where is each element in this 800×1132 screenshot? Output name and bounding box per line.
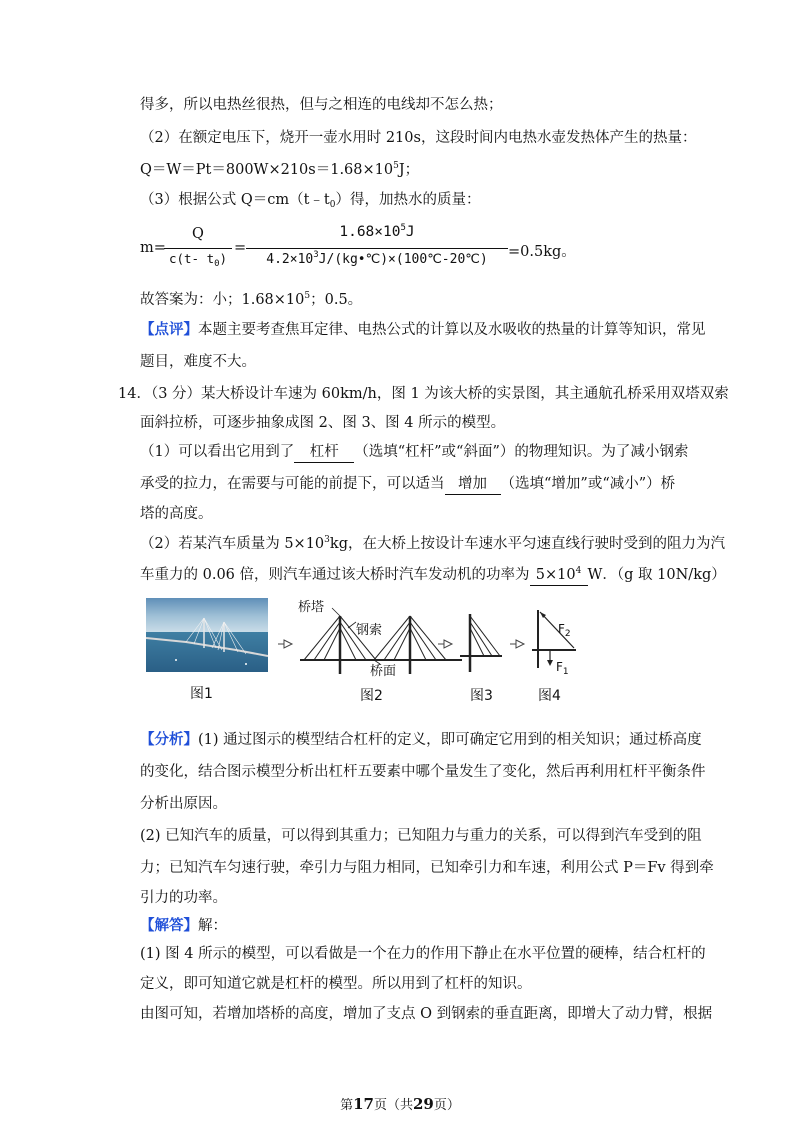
arrow-icon: [516, 640, 524, 648]
paragraph-line: [140, 565, 726, 586]
text: J/(kg•℃)×(100℃-20℃): [318, 252, 488, 267]
paragraph-line: [140, 534, 725, 554]
paragraph-line: [140, 290, 362, 310]
force-f2-label: [558, 622, 571, 639]
figure-4-force-diagram: [510, 604, 590, 680]
analysis-tag: 【分析】: [140, 731, 198, 748]
page-number: 17: [353, 1095, 374, 1113]
text: （选填“杠杆”或“斜面”）的物理知识。为了减小钢索: [354, 444, 689, 460]
fraction-1-denominator: [164, 251, 232, 269]
exponent: 3: [324, 535, 330, 545]
fraction-bar: [164, 248, 232, 249]
text: W．（g 取 10N/kg）: [587, 567, 726, 583]
paragraph-line: [140, 762, 706, 782]
text: Q＝W＝Pt＝800W×210s＝1.68×10: [140, 162, 394, 178]
text: 承受的拉力，在需要与可能的前提下，可以适当: [140, 476, 445, 492]
answer-tag: 【解答】: [140, 917, 198, 934]
text: 题目，难度不大。: [140, 354, 256, 370]
text: （1）可以看出它用到了: [140, 444, 295, 460]
paragraph-line: [140, 826, 702, 846]
subscript: 1: [562, 667, 569, 677]
paragraph-line: [140, 794, 227, 814]
force-f1-label: [556, 660, 569, 677]
paragraph-line: [140, 442, 688, 463]
text: 1.68×10: [339, 224, 401, 240]
text: 页）: [433, 1098, 460, 1113]
text: （3）根据公式 Q＝cm（t﹣t: [140, 192, 330, 208]
subscript: 2: [564, 629, 571, 639]
text: ): [219, 251, 228, 266]
text: 面斜拉桥，可逐步抽象成图 2、图 3、图 4 所示的模型。: [140, 415, 506, 431]
text: 14．（3 分）某大桥设计车速为 60km/h，图 1 为该大桥的实景图，其主通航孔桥采用双塔双索: [118, 386, 729, 402]
fraction-2-denominator: [244, 252, 510, 267]
text: 5×10: [535, 567, 576, 583]
paragraph-line: [140, 888, 227, 908]
question-heading: [118, 384, 729, 404]
paragraph-line: [140, 974, 532, 994]
equals-sign: =: [234, 240, 247, 256]
comment-tag: 【点评】: [140, 321, 198, 338]
paragraph-line: [140, 190, 480, 210]
text: F: [558, 622, 565, 636]
text: 引力的功率。: [140, 890, 227, 906]
formula-result: =0.5kg。: [508, 244, 576, 260]
paragraph-line: [140, 474, 675, 495]
cables: [470, 616, 500, 656]
deck-label: 桥面: [370, 664, 397, 679]
text: （选填“增加”或“减小”）桥: [500, 476, 676, 492]
text: c(t- t: [168, 251, 215, 266]
arrow-icon: [284, 640, 292, 648]
text: (1) 通过图示的模型结合杠杆的定义，即可确定它用到的相关知识；通过桥高度: [198, 732, 702, 748]
subscript: 0: [329, 200, 336, 210]
paragraph-line: [140, 160, 419, 180]
text: 解：: [198, 918, 227, 934]
text: （2）若某汽车质量为 5×10: [140, 536, 325, 552]
paragraph-line: [140, 944, 706, 964]
text: （2）在额定电压下，烧开一壶水用时 210s，这段时间内电热水壶发热体产生的热量：: [140, 130, 697, 146]
label-leader: [348, 622, 356, 628]
answer-blank: 增加: [445, 474, 501, 495]
paragraph-line: [140, 413, 505, 433]
answer-blank: [530, 565, 588, 586]
paragraph-line: [140, 916, 227, 936]
text: 4.2×10: [266, 252, 314, 267]
text: 故答案为：小；1.68×10: [140, 292, 305, 308]
fraction-2-numerator: [246, 224, 508, 240]
text: ；0.5。: [310, 292, 363, 308]
text: 车重力的 0.06 倍，则汽车通过该大桥时汽车发动机的功率为: [140, 567, 530, 583]
paragraph-line: [140, 858, 714, 878]
text: 由图可知，若增加塔桥的高度，增加了支点 O 到钢索的垂直距离，即增大了动力臂，根据: [140, 1006, 713, 1022]
text: 塔的高度。: [140, 506, 213, 522]
paragraph-line: [140, 352, 256, 372]
paragraph-line: [140, 1004, 712, 1024]
text: 页（共: [373, 1098, 413, 1113]
text: ）得，加热水的质量：: [335, 192, 481, 208]
figure-2-caption: 图2: [360, 688, 383, 704]
answer-blank: 杠杆: [294, 442, 354, 463]
text: 力；已知汽车匀速行驶，牵引力与阻力相同，已知牵引力和车速，利用公式 P＝Fv 得到牵: [140, 860, 714, 876]
arrow-icon: [547, 660, 553, 666]
text: Q: [192, 226, 204, 242]
exponent: 5: [400, 223, 406, 233]
figure-1-bridge-photo: [146, 598, 268, 672]
text: 第: [340, 1098, 354, 1113]
formula-lhs: m=: [140, 240, 166, 256]
label-leader: [332, 608, 340, 616]
arrow-icon: [444, 640, 452, 648]
page-footer: [0, 1094, 800, 1113]
paragraph-line: [140, 95, 503, 115]
exponent: 5: [393, 161, 399, 171]
paragraph-line: [140, 320, 706, 340]
cable-label: 钢索: [356, 623, 383, 638]
tower-label: 桥塔: [298, 600, 325, 615]
figure-3-caption: 图3: [470, 688, 493, 704]
page-total: 29: [413, 1095, 434, 1113]
figure-4-caption: 图4: [538, 688, 561, 704]
exponent: 4: [575, 566, 582, 576]
paragraph-line: [140, 730, 702, 750]
text: 定义，即可知道它就是杠杆的模型。所以用到了杠杆的知识。: [140, 976, 532, 992]
text: 本题主要考查焦耳定律、电热公式的计算以及水吸收的热量的计算等知识，常见: [198, 322, 706, 338]
exponent: 3: [313, 250, 319, 260]
text: J: [405, 224, 415, 240]
fraction-bar: [246, 248, 508, 249]
paragraph-line: [140, 128, 696, 148]
fraction-1-numerator: [164, 226, 232, 242]
bridge-photo-image: [146, 598, 268, 672]
figure-3-lever-model: [436, 606, 506, 680]
text: (2) 已知汽车的质量，可以得到其重力；已知阻力与重力的关系，可以得到汽车受到的阻: [140, 828, 702, 844]
figure-1-caption: 图1: [190, 686, 213, 702]
text: F: [556, 660, 563, 674]
text: (1) 图 4 所示的模型，可以看做是一个在力的作用下静止在水平位置的硬棒，结合杠杆的: [140, 946, 706, 962]
text: 得多，所以电热丝很热，但与之相连的电线却不怎么热；: [140, 97, 503, 113]
subscript: 0: [214, 259, 220, 269]
text: kg，在大桥上按设计车速水平匀速直线行驶时受到的阻力为汽: [329, 536, 725, 552]
text: 的变化，结合图示模型分析出杠杆五要素中哪个量发生了变化，然后再利用杠杆平衡条件: [140, 764, 706, 780]
text: J；: [398, 162, 420, 178]
text: 分析出原因。: [140, 796, 227, 812]
paragraph-line: [140, 504, 213, 524]
exponent: 5: [304, 291, 311, 301]
